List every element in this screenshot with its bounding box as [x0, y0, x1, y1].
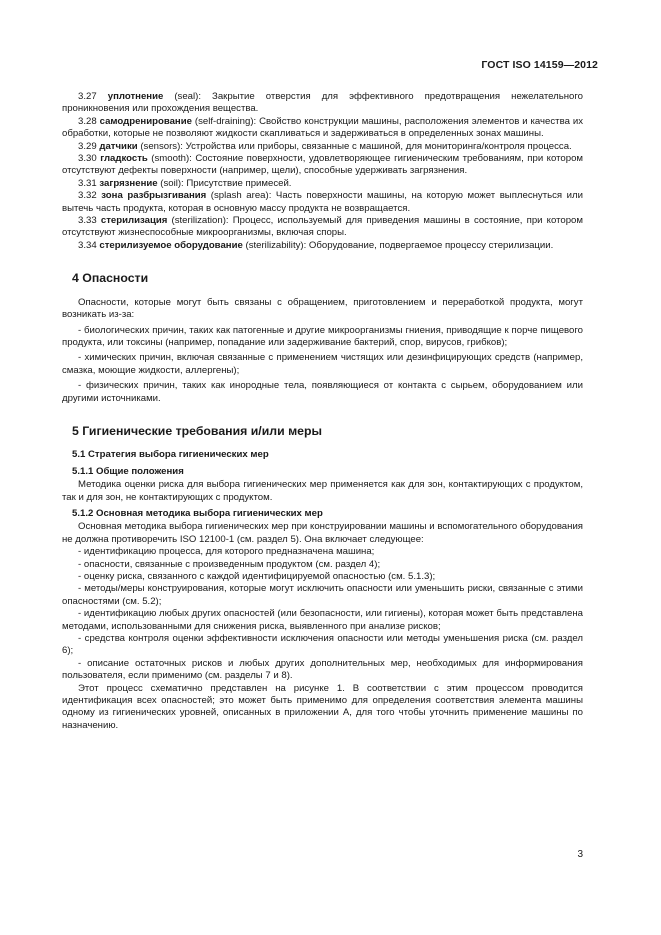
subsection-5-1-1-text: Методика оценки риска для выбора гигиенических мер применяется как для зон, контактирующих с продуктом, так и для зон, не контактирующих с продуктом. [62, 479, 583, 503]
term-number: 3.29 [78, 140, 97, 152]
term-name: уплотнение [107, 91, 164, 102]
section-4-intro: Опасности, которые могут быть связаны с обращением, приготовлением и переработкой продукта, могут возникать из-за: [62, 296, 583, 321]
term-definition: (soil): Присутствие примесей. [157, 177, 292, 189]
page-content [62, 91, 583, 732]
term-number: 3.28 [78, 115, 97, 127]
list-item: - идентификацию процесса, для которого предназначена машина; [78, 546, 375, 558]
term-number: 3.31 [78, 177, 97, 189]
term-definition: (self-draining): Свойство конструкции машины, расположения элементов и качества их обработки, которые не позволяют жидкости скапливаться и задерживаться в определенных зонах машины. [62, 115, 583, 140]
term-entry [62, 240, 583, 252]
term-name: самодренирование [99, 115, 192, 127]
term-definition: (splash area): Часть поверхности машины, на которую может выплеснуться или вытечь часть продукта, которая в основную массу продукта не возвращается. [62, 190, 583, 214]
subsection-5-1-title: 5.1 Стратегия выбора гигиенических мер [72, 449, 269, 461]
subsection-5-1-2-title: 5.1.2 Основная методика выбора гигиенических мер [72, 507, 323, 519]
list-item: - описание остаточных рисков и любых других дополнительных мер, необходимых для информирования пользователя, если применимо (см. разделы 7 и 8). [62, 657, 583, 682]
list-item: - оценку риска, связанного с каждой идентифицируемой опасностью (см. 5.1.3); [78, 571, 436, 582]
term-definition: (sterilization): Процесс, используемый для приведения машины в состояние, при котором отсутствуют жизнеспособные микроорганизмы, включая споры. [62, 215, 583, 239]
section-5-title: 5 Гигиенические требования и/или меры [72, 423, 323, 438]
list-item: - биологических причин, таких как патогенные и другие микроорганизмы гниения, приводящие к порче пищевого продукта, или токсины (например, попадание или задерживание бактерий, спор, вирусов, грибков); [62, 324, 583, 348]
term-entry [62, 116, 583, 141]
term-number: 3.27 [78, 91, 97, 102]
page-number: 3 [577, 849, 583, 860]
term-number: 3.32 [78, 190, 97, 202]
list-item: - физических причин, таких как инородные тела, появляющиеся от контакта с сырьем, оборудованием или другими источниками. [62, 380, 583, 404]
list-item: - идентификацию любых других опасностей (или безопасности, или гигиены), которая может быть представлена методами, использованными для снижения риска, выявленного при анализе рисков; [62, 608, 583, 632]
list-item: - методы/меры конструирования, которые могут исключить опасности или уменьшить риски, связанные с этими опасностями (см. 5.2); [62, 583, 583, 607]
section-4-title: 4 Опасности [72, 271, 149, 286]
standard-header: ГОСТ ISO 14159—2012 [481, 59, 598, 71]
term-name: загрязнение [99, 177, 158, 189]
term-definition: (sterilizability): Оборудование, подвергаемое процессу стерилизации. [242, 239, 554, 251]
list-item: - химических причин, включая связанные с применением чистящих или дезинфицирующих средств (например, смазка, моющие жидкости, аллергены); [62, 352, 583, 376]
term-number: 3.30 [78, 153, 97, 165]
subsection-5-1-1-title: 5.1.1 Общие положения [72, 465, 184, 477]
term-name: гладкость [100, 153, 148, 165]
term-entry [62, 153, 583, 178]
term-number: 3.34 [78, 239, 97, 251]
term-number: 3.33 [78, 215, 97, 227]
terms-list [62, 91, 583, 252]
term-entry [62, 141, 583, 153]
term-entry [62, 215, 583, 240]
term-name: стерилизация [100, 215, 168, 227]
list-item: - средства контроля оценки эффективности исключения опасности или методы уменьшения риска (см. раздел 6); [62, 633, 583, 657]
term-definition: (smooth): Состояние поверхности, удовлетворяющее гигиеническим требованиям, при котором отсутствуют дефекты поверхности (например, щели), способные удерживать загрязнения. [62, 153, 583, 177]
term-entry [62, 190, 583, 215]
term-name: датчики [99, 140, 138, 152]
term-definition: (seal): Закрытие отверстия для эффективного предотвращения нежелательного проникновения или прохождения вещества. [62, 91, 583, 115]
term-definition: (sensors): Устройства или приборы, связанные с машиной, для мониторинга/контроля процесса. [137, 140, 572, 152]
term-name: зона разбрызгивания [101, 190, 207, 202]
term-entry [62, 91, 583, 116]
term-name: стерилизуемое оборудование [99, 239, 243, 251]
closing-paragraph: Этот процесс схематично представлен на рисунке 1. В соответствии с этим процессом проводится идентификация всех опасностей; это может быть применимо для определения соответствия элемента машины одному из гигиенических уровней, описанных в приложении А, для того чтобы уточнить применение машины по назначению. [62, 682, 583, 731]
term-entry [62, 178, 583, 190]
subsection-5-1-2-text: Основная методика выбора гигиенических мер при конструировании машины и вспомогательного оборудования не должна противоречить ISO 12100-1 (см. раздел 5). Она включает следующее: [62, 521, 583, 545]
list-item: - опасности, связанные с произведенным продуктом (см. раздел 4); [78, 558, 381, 570]
